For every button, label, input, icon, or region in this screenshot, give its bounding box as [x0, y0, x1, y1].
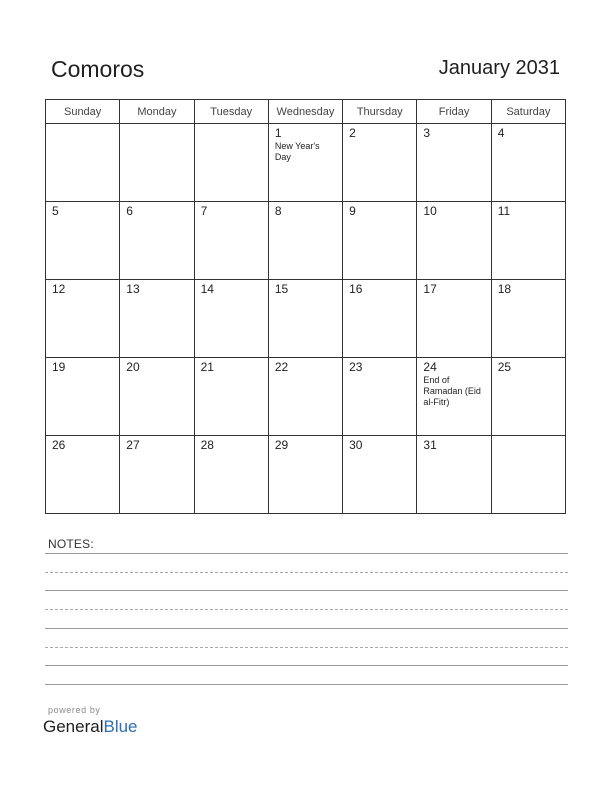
week-row [46, 202, 566, 280]
notes-line [45, 665, 568, 666]
day-cell[interactable] [268, 202, 342, 280]
day-number: 17 [423, 282, 437, 296]
brand-blue-text: Blue [103, 717, 138, 736]
day-number: 4 [497, 126, 505, 140]
day-number: 28 [200, 438, 214, 452]
day-cell[interactable] [491, 124, 565, 202]
day-cell[interactable] [268, 280, 342, 358]
day-number: 16 [349, 282, 363, 296]
day-cell[interactable] [268, 358, 342, 436]
day-number: 21 [200, 360, 214, 374]
day-number: 20 [126, 360, 140, 374]
month-year-title: January 2031 [438, 57, 560, 79]
day-cell[interactable] [120, 280, 194, 358]
week-row [46, 436, 566, 514]
day-number: 7 [200, 204, 208, 218]
day-number: 13 [126, 282, 140, 296]
day-number: 15 [274, 282, 289, 296]
day-number: 14 [200, 282, 214, 296]
notes-line [45, 609, 568, 610]
generalblue-logo[interactable] [43, 717, 138, 737]
weekday-sunday: Sunday [46, 100, 120, 124]
day-cell[interactable] [343, 202, 417, 280]
day-cell[interactable] [343, 436, 417, 514]
day-cell[interactable] [491, 436, 565, 514]
powered-by-text: powered by [48, 705, 101, 715]
day-number: 10 [423, 204, 437, 218]
day-cell[interactable] [120, 436, 194, 514]
day-cell[interactable] [194, 436, 268, 514]
day-cell[interactable] [417, 124, 491, 202]
day-number: 1 [274, 126, 282, 140]
day-cell[interactable] [417, 280, 491, 358]
week-row [46, 124, 566, 202]
weekday-tuesday: Tuesday [194, 100, 268, 124]
day-cell[interactable] [46, 358, 120, 436]
day-cell[interactable] [417, 202, 491, 280]
brand-general-text: General [43, 717, 104, 736]
country-title: Comoros [51, 56, 145, 82]
notes-line [45, 684, 568, 685]
day-number: 2 [349, 126, 356, 140]
day-number: 12 [52, 282, 66, 296]
day-number: 24 [423, 360, 437, 374]
day-number: 11 [497, 204, 511, 218]
notes-line [45, 572, 568, 573]
week-row [46, 358, 566, 436]
holiday-label: New Year's Day [274, 141, 320, 162]
day-cell[interactable] [491, 202, 565, 280]
weekday-thursday: Thursday [343, 100, 417, 124]
day-number: 22 [274, 360, 289, 374]
day-number: 5 [52, 204, 59, 218]
day-number: 30 [349, 438, 363, 452]
day-cell[interactable] [268, 124, 342, 202]
notes-line [45, 553, 568, 554]
day-number: 9 [349, 204, 356, 218]
weekday-saturday: Saturday [491, 100, 565, 124]
day-cell[interactable] [491, 358, 565, 436]
day-cell[interactable] [46, 202, 120, 280]
weekday-header-row [46, 100, 566, 124]
day-cell[interactable] [120, 358, 194, 436]
day-cell[interactable] [491, 280, 565, 358]
day-number: 25 [497, 360, 512, 374]
day-cell[interactable] [194, 202, 268, 280]
day-cell[interactable] [46, 280, 120, 358]
day-cell[interactable] [343, 280, 417, 358]
day-cell[interactable] [417, 358, 491, 436]
day-cell[interactable] [417, 436, 491, 514]
day-cell[interactable] [268, 436, 342, 514]
day-number: 8 [274, 204, 282, 218]
day-cell[interactable] [120, 202, 194, 280]
day-cell[interactable] [46, 124, 120, 202]
day-cell[interactable] [343, 124, 417, 202]
notes-label: NOTES: [48, 537, 94, 551]
day-number: 31 [423, 438, 437, 452]
calendar-grid [45, 99, 566, 514]
holiday-label: End of Ramadan (Eid al-Fitr) [423, 375, 481, 407]
day-number: 26 [52, 438, 66, 452]
notes-line [45, 647, 568, 648]
day-cell[interactable] [194, 358, 268, 436]
weekday-wednesday: Wednesday [268, 100, 342, 124]
day-number: 6 [126, 204, 133, 218]
week-row [46, 280, 566, 358]
day-number: 18 [497, 282, 512, 296]
day-cell[interactable] [194, 124, 268, 202]
day-cell[interactable] [343, 358, 417, 436]
day-number: 3 [423, 126, 431, 140]
day-number: 19 [52, 360, 66, 374]
weekday-monday: Monday [120, 100, 194, 124]
notes-line [45, 628, 568, 629]
day-cell[interactable] [46, 436, 120, 514]
day-cell[interactable] [120, 124, 194, 202]
day-number: 29 [274, 438, 289, 452]
weekday-friday: Friday [417, 100, 491, 124]
notes-line [45, 590, 568, 591]
day-number: 23 [349, 360, 363, 374]
day-number: 27 [126, 438, 140, 452]
day-cell[interactable] [194, 280, 268, 358]
